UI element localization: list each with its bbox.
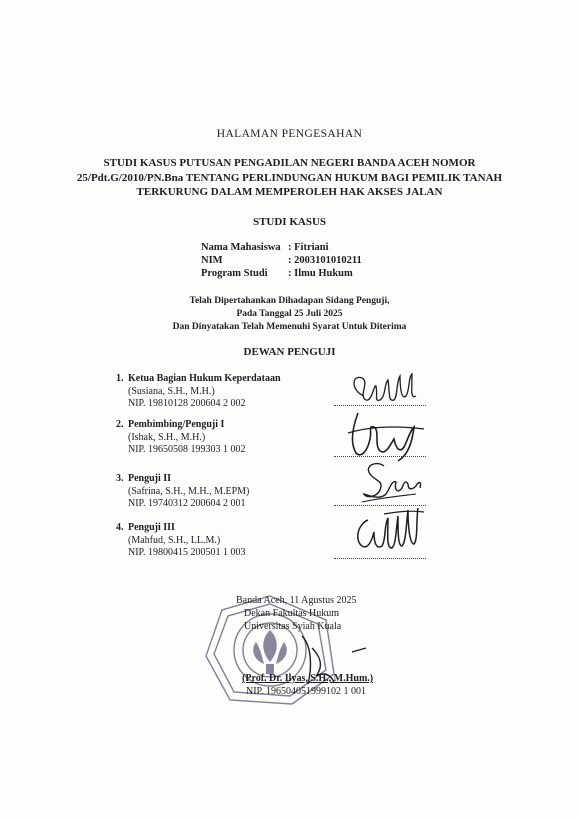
member-nip: NIP. 19650508 199303 1 002 [128, 444, 246, 455]
member-role: Penguji II [128, 473, 172, 484]
dean-nip: NIP. 196504051999102 1 001 [246, 686, 367, 697]
student-name-value: : Fitriani [288, 242, 329, 253]
board-member-1 [116, 373, 281, 411]
thesis-title-line-3: TERKURUNG DALAM MEMPEROLEH HAK AKSES JALAN [136, 186, 443, 198]
member-name: (Susiana, S.H., M.H.) [128, 385, 215, 397]
place-date: Banda Aceh, 11 Agustus 2025 [236, 595, 357, 606]
student-name-label: Nama Mahasiswa [201, 242, 281, 253]
thesis-title [0, 156, 579, 200]
student-nim-label: NIM [201, 255, 223, 266]
page-title: HALAMAN PENGESAHAN [216, 128, 363, 140]
student-program-row [201, 267, 362, 280]
student-info [201, 241, 362, 280]
member-number: 3. [116, 473, 124, 484]
member-number: 4. [116, 522, 124, 533]
university-name: Universitas Syiah Kuala [244, 621, 342, 632]
board-member-4 [116, 522, 246, 560]
defense-line-1: Telah Dipertahankan Dihadapan Sidang Penguji, [189, 296, 390, 306]
student-program-value: : Ilmu Hukum [288, 268, 353, 279]
thesis-title-line-1: STUDI KASUS PUTUSAN PENGADILAN NEGERI BANDA ACEH NOMOR [103, 157, 476, 169]
member-nip: NIP. 19740312 200604 2 001 [128, 498, 246, 509]
board-title: DEWAN PENGUJI [243, 346, 336, 358]
dean-position: Dekan Fakultas Hukum [244, 608, 339, 619]
member-nip: NIP. 19800415 200501 1 003 [128, 547, 246, 558]
member-role: Pembimbing/Penguji I [128, 419, 225, 430]
student-nim-row [201, 254, 362, 267]
member-number: 2. [116, 419, 124, 430]
approval-block [236, 594, 373, 698]
document-type: STUDI KASUS [252, 216, 327, 228]
member-nip: NIP. 19810128 200604 2 002 [128, 398, 246, 409]
board-member-2 [116, 419, 246, 457]
signature-4 [344, 500, 430, 560]
student-name-row [201, 241, 362, 254]
member-name: (Safrina, S.H., M.H., M.EPM) [128, 485, 250, 497]
member-role: Penguji III [128, 522, 175, 533]
member-role: Ketua Bagian Hukum Keperdataan [128, 373, 281, 384]
board-member-3 [116, 473, 249, 511]
dean-name: (Prof. Dr. Ilyas, S.H., M.Hum.) [242, 673, 374, 684]
signature-2 [338, 409, 430, 463]
member-name: (Mahfud, S.H., LL.M.) [128, 534, 221, 546]
defense-line-2: Pada Tanggal 25 Juli 2025 [236, 309, 343, 319]
member-name: (Ishak, S.H., M.H.) [128, 431, 206, 443]
signature-1 [346, 366, 426, 408]
member-number: 1. [116, 373, 124, 384]
student-program-label: Program Studi [201, 268, 268, 279]
student-nim-value: : 2003101010211 [288, 255, 362, 266]
defense-statement [0, 295, 579, 334]
defense-line-3: Dan Dinyatakan Telah Memenuhi Syarat Untuk Diterima [172, 322, 407, 332]
thesis-title-line-2: 25/Pdt.G/2010/PN.Bna TENTANG PERLINDUNGAN HUKUM BAGI PEMILIK TANAH [76, 171, 503, 184]
